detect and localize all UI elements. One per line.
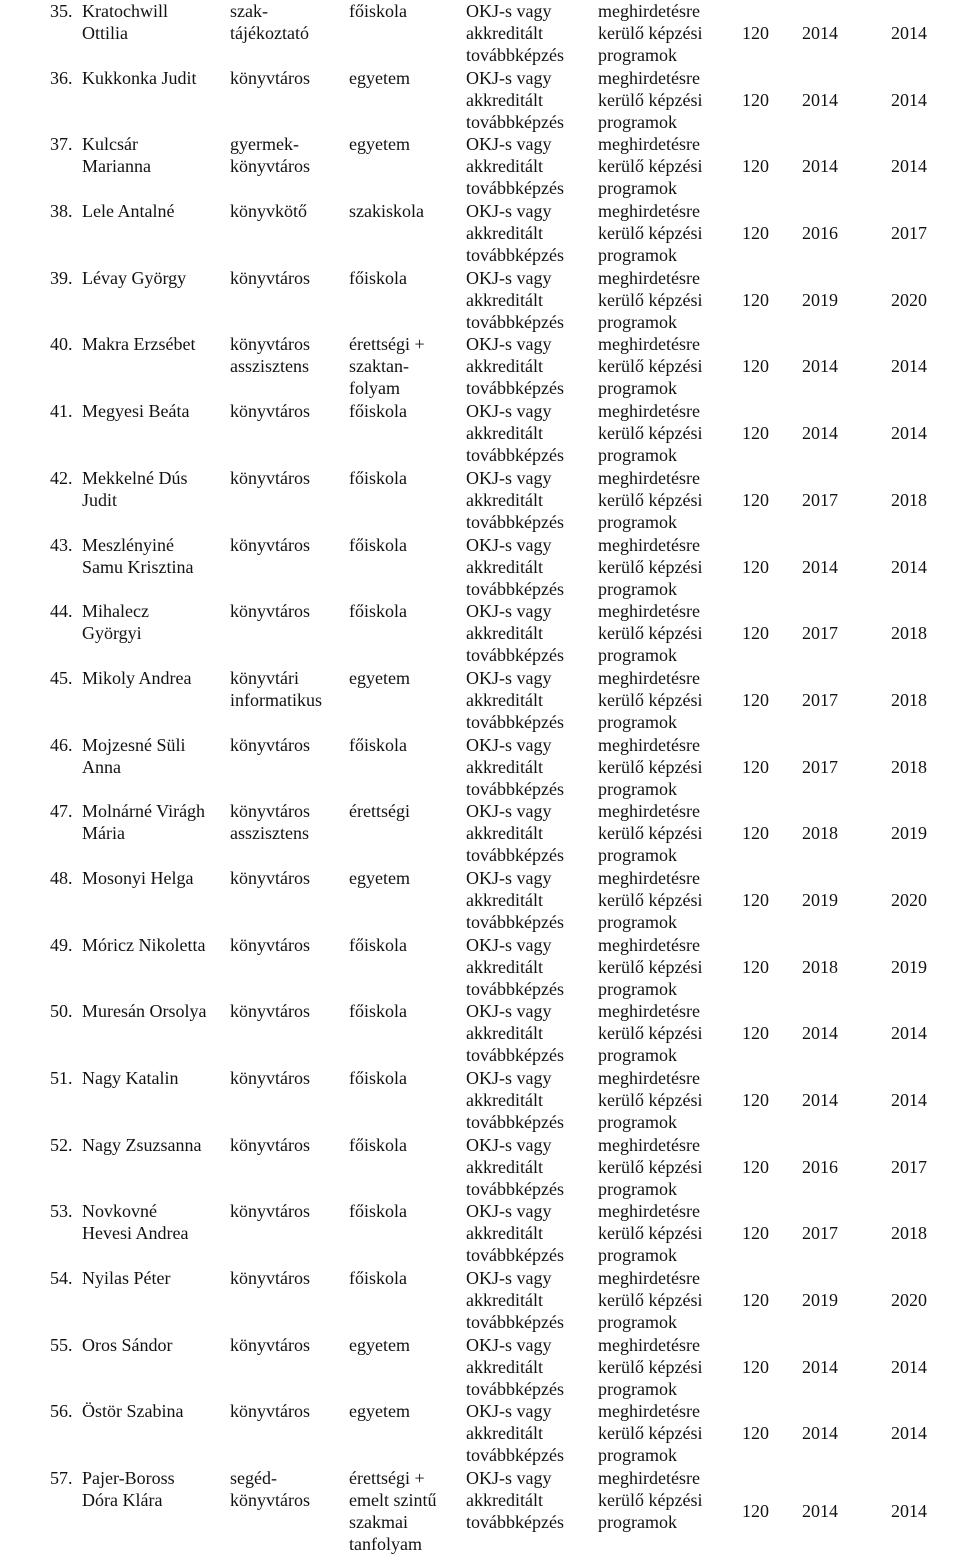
cell-prog: meghirdetésre kerülő képzési programok: [598, 735, 703, 799]
cell-name: Mosonyi Helga: [82, 868, 194, 888]
cell-prog: meghirdetésre kerülő képzési programok: [598, 668, 703, 732]
cell-post: könyvtáros: [230, 1135, 310, 1155]
cell-post: könyvtáros: [230, 1201, 310, 1221]
cell-post: könyvtáros: [230, 1401, 310, 1421]
cell-end: 2014: [891, 1423, 927, 1443]
cell-end: 2014: [891, 423, 927, 443]
cell-name: Muresán Orsolya: [82, 1001, 207, 1021]
cell-end: 2019: [891, 957, 927, 977]
cell-name: Nagy Zsuzsanna: [82, 1135, 202, 1155]
cell-hours: 120: [742, 1423, 769, 1443]
cell-post: könyvtáros: [230, 935, 310, 955]
cell-start: 2016: [802, 1157, 838, 1177]
cell-start: 2014: [802, 90, 838, 110]
cell-prog: meghirdetésre kerülő képzési programok: [598, 1468, 703, 1532]
cell-prog: meghirdetésre kerülő képzési programok: [598, 535, 703, 599]
cell-num: 41.: [50, 401, 73, 421]
cell-post: könyvtáros: [230, 1335, 310, 1355]
cell-num: 46.: [50, 735, 73, 755]
cell-qual: főiskola: [349, 1068, 407, 1088]
cell-qual: érettségi: [349, 801, 410, 821]
cell-hours: 120: [742, 1090, 769, 1110]
cell-prog: meghirdetésre kerülő képzési programok: [598, 601, 703, 665]
cell-qual: főiskola: [349, 1268, 407, 1288]
cell-qual: egyetem: [349, 68, 410, 88]
cell-name: Mihalecz Györgyi: [82, 601, 149, 643]
cell-type: OKJ-s vagy akkreditált továbbképzés: [466, 1401, 564, 1465]
cell-start: 2014: [802, 557, 838, 577]
cell-prog: meghirdetésre kerülő képzési programok: [598, 1068, 703, 1132]
cell-end: 2020: [891, 290, 927, 310]
cell-post: könyvtáros: [230, 1268, 310, 1288]
cell-start: 2014: [802, 1501, 838, 1521]
cell-post: könyvtáros: [230, 401, 310, 421]
cell-name: Kulcsár Marianna: [82, 134, 151, 176]
cell-type: OKJ-s vagy akkreditált továbbképzés: [466, 1135, 564, 1199]
cell-start: 2018: [802, 823, 838, 843]
cell-end: 2014: [891, 1023, 927, 1043]
cell-type: OKJ-s vagy akkreditált továbbképzés: [466, 1268, 564, 1332]
cell-num: 42.: [50, 468, 73, 488]
cell-start: 2019: [802, 890, 838, 910]
cell-qual: szakiskola: [349, 201, 424, 221]
cell-qual: egyetem: [349, 1401, 410, 1421]
cell-prog: meghirdetésre kerülő képzési programok: [598, 468, 703, 532]
cell-qual: főiskola: [349, 1135, 407, 1155]
cell-end: 2017: [891, 223, 927, 243]
cell-qual: főiskola: [349, 1001, 407, 1021]
cell-num: 51.: [50, 1068, 73, 1088]
cell-qual: érettségi + emelt szintű szakmai tanfolyam: [349, 1468, 437, 1554]
cell-start: 2014: [802, 423, 838, 443]
cell-prog: meghirdetésre kerülő képzési programok: [598, 1401, 703, 1465]
cell-type: OKJ-s vagy akkreditált továbbképzés: [466, 201, 564, 265]
cell-type: OKJ-s vagy akkreditált továbbképzés: [466, 735, 564, 799]
cell-qual: főiskola: [349, 1, 407, 21]
cell-num: 55.: [50, 1335, 73, 1355]
cell-type: OKJ-s vagy akkreditált továbbképzés: [466, 801, 564, 865]
cell-prog: meghirdetésre kerülő képzési programok: [598, 201, 703, 265]
cell-end: 2018: [891, 757, 927, 777]
cell-num: 36.: [50, 68, 73, 88]
cell-prog: meghirdetésre kerülő képzési programok: [598, 801, 703, 865]
cell-hours: 120: [742, 957, 769, 977]
cell-type: OKJ-s vagy akkreditált továbbképzés: [466, 1068, 564, 1132]
cell-type: OKJ-s vagy akkreditált továbbképzés: [466, 535, 564, 599]
cell-prog: meghirdetésre kerülő képzési programok: [598, 1201, 703, 1265]
cell-num: 52.: [50, 1135, 73, 1155]
cell-hours: 120: [742, 223, 769, 243]
cell-type: OKJ-s vagy akkreditált továbbképzés: [466, 935, 564, 999]
cell-qual: főiskola: [349, 735, 407, 755]
cell-num: 57.: [50, 1468, 73, 1488]
cell-type: OKJ-s vagy akkreditált továbbképzés: [466, 268, 564, 332]
cell-num: 38.: [50, 201, 73, 221]
cell-name: Mikoly Andrea: [82, 668, 192, 688]
cell-post: könyvtáros: [230, 468, 310, 488]
cell-prog: meghirdetésre kerülő képzési programok: [598, 334, 703, 398]
cell-start: 2019: [802, 1290, 838, 1310]
cell-end: 2014: [891, 1501, 927, 1521]
cell-end: 2017: [891, 1157, 927, 1177]
cell-name: Pajer-Boross Dóra Klára: [82, 1468, 175, 1510]
cell-name: Mekkelné Dús Judit: [82, 468, 188, 510]
cell-num: 48.: [50, 868, 73, 888]
cell-hours: 120: [742, 890, 769, 910]
cell-hours: 120: [742, 1501, 769, 1521]
cell-qual: főiskola: [349, 535, 407, 555]
cell-hours: 120: [742, 23, 769, 43]
cell-prog: meghirdetésre kerülő képzési programok: [598, 1335, 703, 1399]
cell-end: 2020: [891, 890, 927, 910]
cell-start: 2017: [802, 690, 838, 710]
cell-start: 2017: [802, 1223, 838, 1243]
cell-start: 2014: [802, 23, 838, 43]
cell-hours: 120: [742, 90, 769, 110]
cell-post: gyermek- könyvtáros: [230, 134, 310, 176]
cell-prog: meghirdetésre kerülő képzési programok: [598, 1135, 703, 1199]
cell-start: 2014: [802, 1090, 838, 1110]
cell-type: OKJ-s vagy akkreditált továbbképzés: [466, 1201, 564, 1265]
cell-type: OKJ-s vagy akkreditált továbbképzés: [466, 468, 564, 532]
cell-name: Móricz Nikoletta: [82, 935, 206, 955]
cell-start: 2014: [802, 1423, 838, 1443]
cell-hours: 120: [742, 823, 769, 843]
cell-prog: meghirdetésre kerülő képzési programok: [598, 868, 703, 932]
cell-qual: főiskola: [349, 935, 407, 955]
cell-end: 2018: [891, 490, 927, 510]
cell-qual: főiskola: [349, 401, 407, 421]
cell-start: 2017: [802, 490, 838, 510]
cell-hours: 120: [742, 356, 769, 376]
cell-type: OKJ-s vagy akkreditált továbbképzés: [466, 68, 564, 132]
cell-num: 54.: [50, 1268, 73, 1288]
cell-name: Makra Erzsébet: [82, 334, 196, 354]
cell-name: Nagy Katalin: [82, 1068, 179, 1088]
cell-end: 2014: [891, 356, 927, 376]
cell-num: 35.: [50, 1, 73, 21]
cell-num: 49.: [50, 935, 73, 955]
cell-num: 47.: [50, 801, 73, 821]
cell-name: Östör Szabina: [82, 1401, 184, 1421]
cell-hours: 120: [742, 557, 769, 577]
cell-num: 56.: [50, 1401, 73, 1421]
cell-hours: 120: [742, 1157, 769, 1177]
cell-post: szak- tájékoztató: [230, 1, 309, 43]
cell-end: 2014: [891, 557, 927, 577]
cell-name: Oros Sándor: [82, 1335, 173, 1355]
cell-hours: 120: [742, 423, 769, 443]
cell-type: OKJ-s vagy akkreditált továbbképzés: [466, 668, 564, 732]
cell-num: 40.: [50, 334, 73, 354]
cell-end: 2014: [891, 1090, 927, 1110]
cell-name: Nyilas Péter: [82, 1268, 171, 1288]
cell-prog: meghirdetésre kerülő képzési programok: [598, 935, 703, 999]
cell-end: 2014: [891, 23, 927, 43]
cell-name: Molnárné Virágh Mária: [82, 801, 206, 843]
cell-end: 2018: [891, 1223, 927, 1243]
cell-type: OKJ-s vagy akkreditált továbbképzés: [466, 601, 564, 665]
cell-post: segéd- könyvtáros: [230, 1468, 310, 1510]
cell-hours: 120: [742, 1023, 769, 1043]
cell-post: könyvtáros: [230, 268, 310, 288]
cell-start: 2014: [802, 1023, 838, 1043]
cell-end: 2019: [891, 823, 927, 843]
cell-name: Kratochwill Ottilia: [82, 1, 168, 43]
cell-start: 2017: [802, 757, 838, 777]
cell-post: könyvtári informatikus: [230, 668, 322, 710]
cell-hours: 120: [742, 690, 769, 710]
cell-end: 2018: [891, 690, 927, 710]
cell-start: 2018: [802, 957, 838, 977]
cell-prog: meghirdetésre kerülő képzési programok: [598, 68, 703, 132]
cell-name: Lévay György: [82, 268, 187, 288]
cell-qual: egyetem: [349, 668, 410, 688]
cell-type: OKJ-s vagy akkreditált továbbképzés: [466, 401, 564, 465]
cell-name: Meszlényiné Samu Krisztina: [82, 535, 194, 577]
cell-num: 37.: [50, 134, 73, 154]
cell-qual: főiskola: [349, 601, 407, 621]
cell-name: Mojzesné Süli Anna: [82, 735, 186, 777]
cell-name: Kukkonka Judit: [82, 68, 197, 88]
cell-hours: 120: [742, 290, 769, 310]
cell-num: 39.: [50, 268, 73, 288]
cell-post: könyvtáros asszisztens: [230, 334, 310, 376]
cell-end: 2014: [891, 156, 927, 176]
cell-qual: egyetem: [349, 1335, 410, 1355]
cell-qual: főiskola: [349, 268, 407, 288]
cell-post: könyvtáros: [230, 601, 310, 621]
cell-prog: meghirdetésre kerülő képzési programok: [598, 401, 703, 465]
cell-start: 2014: [802, 1357, 838, 1377]
cell-start: 2014: [802, 156, 838, 176]
cell-start: 2019: [802, 290, 838, 310]
cell-type: OKJ-s vagy akkreditált továbbképzés: [466, 1468, 564, 1532]
cell-num: 43.: [50, 535, 73, 555]
cell-type: OKJ-s vagy akkreditált továbbképzés: [466, 1335, 564, 1399]
cell-start: 2014: [802, 356, 838, 376]
cell-post: könyvtáros: [230, 68, 310, 88]
cell-hours: 120: [742, 156, 769, 176]
cell-post: könyvtáros: [230, 1001, 310, 1021]
cell-qual: főiskola: [349, 468, 407, 488]
cell-type: OKJ-s vagy akkreditált továbbképzés: [466, 334, 564, 398]
cell-qual: főiskola: [349, 1201, 407, 1221]
cell-start: 2016: [802, 223, 838, 243]
cell-name: Lele Antalné: [82, 201, 175, 221]
cell-prog: meghirdetésre kerülő képzési programok: [598, 1001, 703, 1065]
cell-name: Megyesi Beáta: [82, 401, 190, 421]
cell-post: könyvtáros: [230, 1068, 310, 1088]
cell-prog: meghirdetésre kerülő képzési programok: [598, 1268, 703, 1332]
cell-end: 2014: [891, 1357, 927, 1377]
cell-hours: 120: [742, 1223, 769, 1243]
cell-hours: 120: [742, 1290, 769, 1310]
cell-hours: 120: [742, 1357, 769, 1377]
cell-num: 53.: [50, 1201, 73, 1221]
cell-post: könyvtáros: [230, 735, 310, 755]
cell-qual: érettségi + szaktan- folyam: [349, 334, 425, 398]
cell-start: 2017: [802, 623, 838, 643]
cell-prog: meghirdetésre kerülő képzési programok: [598, 1, 703, 65]
cell-post: könyvkötő: [230, 201, 308, 221]
cell-hours: 120: [742, 490, 769, 510]
cell-type: OKJ-s vagy akkreditált továbbképzés: [466, 1001, 564, 1065]
cell-prog: meghirdetésre kerülő képzési programok: [598, 134, 703, 198]
cell-type: OKJ-s vagy akkreditált továbbképzés: [466, 1, 564, 65]
cell-hours: 120: [742, 623, 769, 643]
cell-post: könyvtáros: [230, 868, 310, 888]
cell-end: 2020: [891, 1290, 927, 1310]
cell-num: 45.: [50, 668, 73, 688]
cell-end: 2014: [891, 90, 927, 110]
cell-name: Novkovné Hevesi Andrea: [82, 1201, 189, 1243]
cell-qual: egyetem: [349, 134, 410, 154]
cell-qual: egyetem: [349, 868, 410, 888]
cell-type: OKJ-s vagy akkreditált továbbképzés: [466, 134, 564, 198]
cell-end: 2018: [891, 623, 927, 643]
cell-post: könyvtáros: [230, 535, 310, 555]
cell-num: 44.: [50, 601, 73, 621]
cell-type: OKJ-s vagy akkreditált továbbképzés: [466, 868, 564, 932]
cell-post: könyvtáros asszisztens: [230, 801, 310, 843]
cell-hours: 120: [742, 757, 769, 777]
cell-prog: meghirdetésre kerülő képzési programok: [598, 268, 703, 332]
cell-num: 50.: [50, 1001, 73, 1021]
